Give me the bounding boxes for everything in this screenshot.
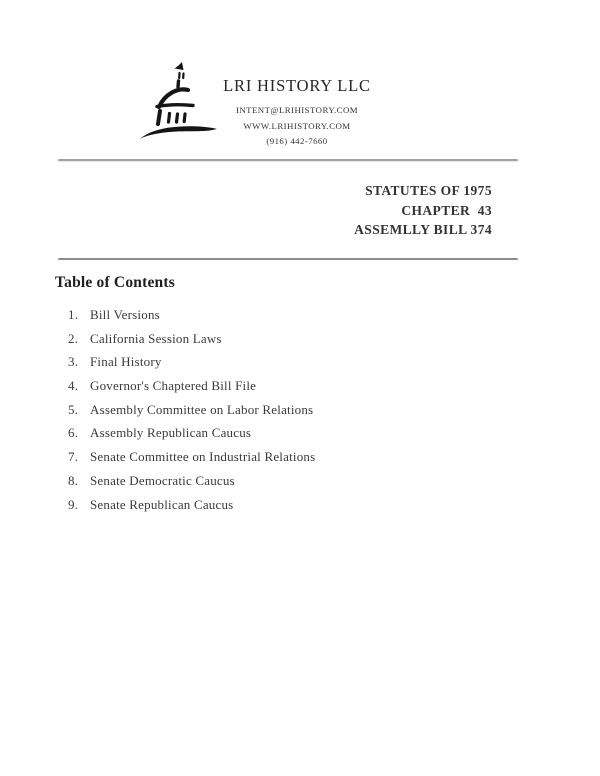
toc-item-assembly-committee-labor-relations (68, 402, 488, 417)
toc-item-number: 8. (68, 472, 79, 488)
toc-item-label: Assembly Committee on Labor Relations (90, 401, 314, 417)
company-name: LRI HISTORY LLC (223, 76, 371, 95)
toc-item-label: Final History (90, 354, 162, 370)
toc-item-final-history (68, 354, 488, 369)
company-website: WWW.LRIHISTORY.COM (243, 120, 351, 131)
statutes-year-line: STATUTES OF 1975 (365, 183, 492, 198)
divider-middle (58, 258, 518, 260)
toc-item-senate-republican-caucus (68, 497, 488, 512)
toc-item-number: 5. (68, 401, 79, 417)
capitol-dome-icon (138, 60, 233, 145)
toc-item-label: Governor's Chaptered Bill File (90, 378, 257, 394)
assembly-bill-line: ASSEMLLY BILL 374 (354, 222, 492, 237)
toc-item-number: 9. (68, 496, 79, 512)
toc-item-senate-democratic-caucus (68, 473, 488, 488)
toc-list (68, 307, 488, 520)
toc-item-number: 4. (68, 378, 79, 394)
toc-item-number: 6. (68, 425, 79, 441)
toc-heading: Table of Contents (55, 274, 175, 291)
chapter-line: CHAPTER 43 (401, 202, 492, 218)
toc-item-label: Senate Democratic Caucus (90, 472, 235, 488)
toc-item-number: 2. (68, 330, 79, 346)
toc-item-label: Assembly Republican Caucus (90, 425, 252, 441)
toc-item-label: Bill Versions (90, 307, 160, 322)
company-phone: (916) 442-7660 (266, 136, 328, 146)
divider-top (58, 159, 518, 161)
toc-item-label: Senate Republican Caucus (90, 496, 234, 512)
toc-item-number: 1. (68, 307, 79, 322)
toc-item-california-session-laws (68, 331, 488, 346)
toc-item-number: 3. (68, 354, 79, 370)
toc-item-bill-versions (68, 307, 488, 322)
toc-item-senate-committee-industrial-relations (68, 449, 488, 464)
toc-item-assembly-republican-caucus (68, 425, 488, 440)
company-email: INTENT@LRIHISTORY.COM (235, 105, 359, 115)
toc-item-label: California Session Laws (90, 330, 222, 346)
toc-item-label: Senate Committee on Industrial Relations (90, 449, 316, 465)
letterhead (222, 76, 372, 146)
toc-item-governors-chaptered-bill-file (68, 378, 488, 393)
capitol-dome-logo (138, 60, 233, 145)
toc-item-number: 7. (68, 449, 79, 465)
statute-reference-block (354, 181, 492, 240)
